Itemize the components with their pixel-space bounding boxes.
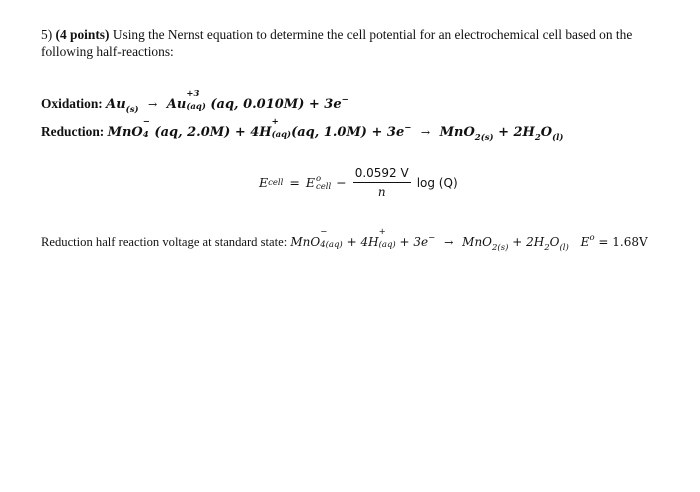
oxidation-equation	[106, 89, 349, 115]
ox-reactant: Au	[106, 97, 126, 112]
nernst-e0-sup: o	[315, 173, 322, 184]
red-water-o: O	[540, 125, 553, 140]
reduction-label: Reduction:	[41, 124, 105, 139]
red-water-sub: 2	[534, 133, 541, 143]
oxidation-label: Oxidation:	[41, 96, 103, 111]
std-h-sup: +	[378, 227, 386, 237]
red-arrow: →	[420, 126, 431, 139]
std-r1-sup: −	[320, 227, 328, 237]
red-reactant1-charge: −	[142, 117, 150, 127]
red-water-state: (l)	[552, 133, 564, 143]
std-plus-e: + 3e	[399, 235, 429, 249]
nernst-minus: −	[336, 175, 347, 190]
std-e-value: = 1.68V	[598, 235, 648, 249]
nernst-lhs-sub: cell	[268, 177, 284, 188]
nernst-lhs: E	[259, 175, 269, 190]
std-r1-sub: 4(aq)	[320, 240, 343, 250]
standard-state-line	[41, 227, 648, 253]
std-w-o: O	[549, 235, 560, 249]
reduction-half-reaction	[41, 117, 564, 143]
nernst-e0-sub: cell	[315, 181, 332, 192]
standard-text: Reduction half reaction voltage at standard state:	[41, 235, 288, 249]
nernst-e0: E	[305, 175, 315, 190]
oxidation-half-reaction	[41, 89, 349, 115]
red-h-state: (aq)	[271, 130, 292, 140]
std-e: E	[580, 235, 590, 249]
std-r1: MnO	[290, 235, 321, 249]
nernst-log: log (Q)	[416, 175, 458, 190]
std-w-state: (l)	[559, 243, 569, 253]
red-reactant1-condition: (aq, 2.0M) + 4H	[154, 125, 272, 140]
nernst-equation	[259, 166, 458, 199]
nernst-equals: =	[289, 175, 300, 190]
red-plus-water: + 2H	[498, 125, 535, 140]
ox-electron-charge: −	[341, 95, 349, 105]
question-prompt	[41, 26, 661, 60]
red-product1-sub: 2(s)	[474, 133, 494, 143]
standard-equation	[290, 227, 648, 253]
std-e-sup-o: o	[589, 233, 595, 243]
reduction-equation	[107, 117, 564, 143]
red-reactant1-sub: 4	[142, 130, 149, 140]
red-product1: MnO	[439, 125, 475, 140]
question-points: (4 points)	[55, 27, 110, 42]
red-h-charge: +	[271, 117, 279, 127]
question-number: 5)	[41, 27, 53, 42]
std-h-sub: (aq)	[378, 240, 396, 250]
ox-reactant-state: (s)	[125, 105, 139, 115]
red-reactant1: MnO	[107, 125, 143, 140]
ox-condition: (aq, 0.010M) + 3e	[210, 97, 342, 112]
std-p1-sub: 2(s)	[492, 243, 509, 253]
std-plus-h: + 4H	[346, 235, 379, 249]
ox-product-charge: +3	[186, 89, 200, 99]
ox-arrow: →	[148, 98, 158, 111]
nernst-numerator: 0.0592 V	[353, 166, 411, 183]
std-p1: MnO	[462, 235, 493, 249]
nernst-denominator: n	[377, 185, 386, 199]
question-text: Using the Nernst equation to determine the cell potential for an electrochemical cell based on the following half-reactions:	[41, 27, 633, 59]
std-e-sup: −	[428, 233, 436, 243]
ox-product-state: (aq)	[186, 102, 206, 112]
nernst-fraction	[353, 166, 411, 199]
std-arrow: →	[444, 236, 454, 249]
std-plus-w: + 2H	[512, 235, 545, 249]
ox-product: Au	[166, 97, 187, 112]
red-electron-charge: −	[404, 123, 412, 133]
std-w-sub: 2	[544, 243, 550, 253]
red-h-condition: (aq, 1.0M) + 3e	[291, 125, 405, 140]
